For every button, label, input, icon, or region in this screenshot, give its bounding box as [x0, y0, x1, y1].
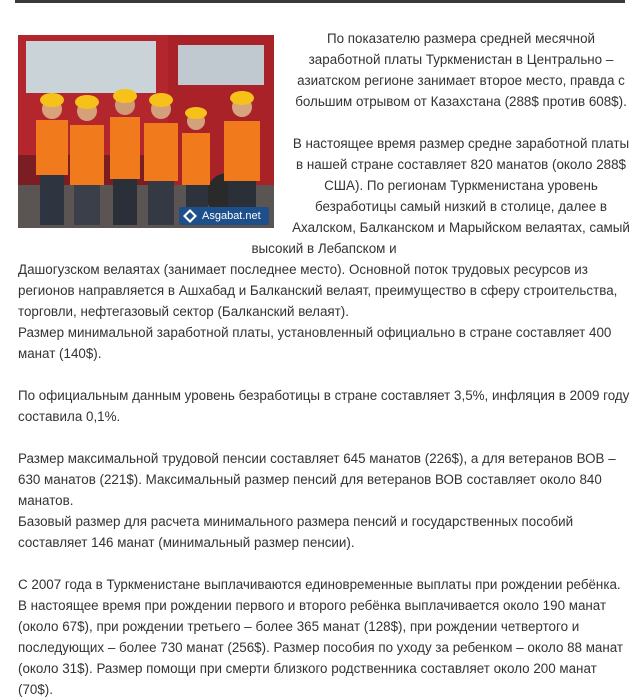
top-divider: [15, 0, 625, 3]
article-body: [18, 28, 630, 700]
paragraph-child-benefits: С 2007 года в Туркменистане выплачиваются единовременные выплаты при рождении ребёнка. В настоящее время при рождении первого и второго ребёнка выплачивается около 190 манат (около 67$), при рождении третьего – более 365 манат (128$), при рождении четвертого и последующих – более 730 манат (256$). Размер пособия по уходу за ребенком – около 88 манат (около 31$). Размер помощи при смерти близкого родственника составляет около 200 манат (70$).: [18, 577, 624, 697]
paragraph-labor-flow: Дашогузском велаятах (занимает последнее место). Основной поток трудовых ресурсов из регионов направляется в Ашхабад и Балканский велаят, преимущество в сферу строительства, торговли, нефтегазовый сектор (Балканский велаят).: [18, 262, 618, 319]
watermark-text: Asgabat.net: [202, 210, 261, 222]
paragraph-average-salary: В настоящее время размер средне заработной платы в нашей стране составляет 820 манатов (около 288$ США). По регионам Туркменистана уровень безработицы самый низкий в столице, далее в Ахалском, Балканском и Марыйском велаятах, самый высокий в Лебапском и: [251, 136, 630, 256]
paragraph-minimum-wage: Размер минимальной заработной платы, установленный официально в стране составляет 400 манат (140$).: [18, 325, 612, 361]
paragraph-salary-rank: По показателю размера средней месячной заработной платы Туркменистан в Центрально – азиатском регионе занимает второе место, правда с большим отрывом от Казахстана (288$ против 608$).: [295, 31, 627, 109]
watermark-badge: [179, 207, 269, 225]
article-photo: [18, 35, 274, 228]
paragraph-max-pension: Размер максимальной трудовой пенсии составляет 645 манатов (226$), а для ветеранов ВОВ – 630 манатов (221$). Максимальный размер пенсий для ветеранов ВОВ составляет около 840 манатов.: [18, 451, 616, 508]
paragraph-base-pension: Базовый размер для расчета минимального размера пенсий и государственных пособий составляет 146 манат (минимальный размер пенсии).: [18, 514, 574, 550]
paragraph-unemployment-inflation: По официальным данным уровень безработицы в стране составляет 3,5%, инфляция в 2009 году составила 0,1%.: [18, 388, 630, 424]
asgabat-logo-icon: [183, 209, 197, 223]
workers-photo-illustration: [18, 35, 274, 228]
